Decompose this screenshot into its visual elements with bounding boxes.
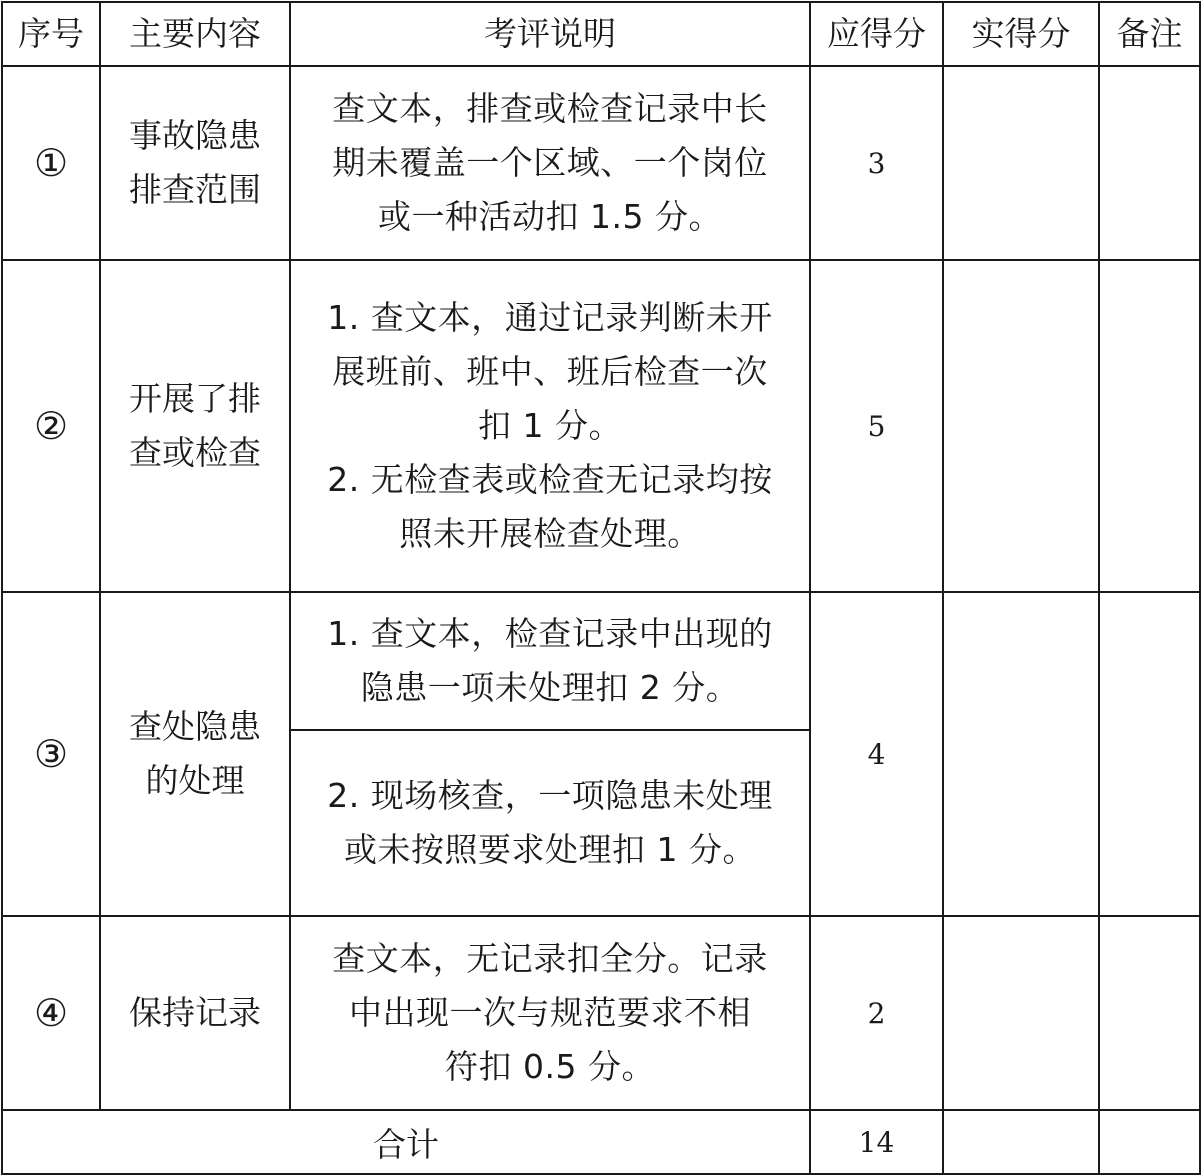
row-description-part-b bbox=[290, 730, 810, 916]
total-row bbox=[2, 1110, 1200, 1174]
row-number: ② bbox=[2, 260, 100, 592]
desc-line: 期未覆盖一个区域、一个岗位 bbox=[332, 143, 768, 182]
total-label: 合计 bbox=[2, 1110, 810, 1174]
header-row bbox=[2, 2, 1200, 66]
header-desc: 考评说明 bbox=[290, 2, 810, 66]
desc-line: 扣 1 分。 bbox=[478, 406, 622, 445]
row-content bbox=[100, 592, 290, 916]
table-row bbox=[2, 592, 1200, 730]
row-content bbox=[100, 66, 290, 260]
actual-score-cell bbox=[943, 260, 1099, 592]
header-no: 序号 bbox=[2, 2, 100, 66]
content-line: 开展了排 bbox=[129, 379, 261, 418]
desc-line: 隐患一项未处理扣 2 分。 bbox=[360, 668, 740, 707]
content-line: 事故隐患 bbox=[129, 116, 261, 155]
content-line: 查或检查 bbox=[129, 433, 261, 472]
row-number: ① bbox=[2, 66, 100, 260]
row-description bbox=[290, 66, 810, 260]
desc-line: 符扣 0.5 分。 bbox=[445, 1047, 655, 1086]
due-score: 2 bbox=[810, 916, 943, 1110]
note-cell bbox=[1099, 66, 1200, 260]
total-actual-score-cell bbox=[943, 1110, 1099, 1174]
desc-line: 中出现一次与规范要求不相 bbox=[349, 993, 751, 1032]
due-score: 3 bbox=[810, 66, 943, 260]
row-number: ③ bbox=[2, 592, 100, 916]
actual-score-cell bbox=[943, 592, 1099, 916]
note-cell bbox=[1099, 260, 1200, 592]
desc-line: 1. 查文本，通过记录判断未开 bbox=[327, 298, 773, 337]
row-number: ④ bbox=[2, 916, 100, 1110]
header-content: 主要内容 bbox=[100, 2, 290, 66]
desc-line: 2. 无检查表或检查无记录均按 bbox=[327, 460, 773, 499]
row-content bbox=[100, 916, 290, 1110]
desc-line: 查文本，无记录扣全分。记录 bbox=[332, 939, 768, 978]
content-line: 查处隐患 bbox=[129, 707, 261, 746]
desc-line: 查文本，排查或检查记录中长 bbox=[332, 89, 768, 128]
total-note-cell bbox=[1099, 1110, 1200, 1174]
total-due-score: 14 bbox=[810, 1110, 943, 1174]
row-content bbox=[100, 260, 290, 592]
row-description bbox=[290, 260, 810, 592]
content-line: 保持记录 bbox=[129, 993, 261, 1032]
desc-line: 或一种活动扣 1.5 分。 bbox=[378, 197, 722, 236]
table-row bbox=[2, 260, 1200, 592]
table-row bbox=[2, 916, 1200, 1110]
desc-line: 1. 查文本，检查记录中出现的 bbox=[327, 614, 773, 653]
note-cell bbox=[1099, 592, 1200, 916]
header-note: 备注 bbox=[1099, 2, 1200, 66]
content-line: 的处理 bbox=[145, 761, 245, 800]
row-description-part-a bbox=[290, 592, 810, 730]
desc-line: 2. 现场核查，一项隐患未处理 bbox=[327, 776, 773, 815]
desc-line: 照未开展检查处理。 bbox=[399, 514, 701, 553]
row-description bbox=[290, 916, 810, 1110]
header-actual-score: 实得分 bbox=[943, 2, 1099, 66]
desc-line: 展班前、班中、班后检查一次 bbox=[332, 352, 768, 391]
score-table bbox=[1, 1, 1201, 1175]
table-row bbox=[2, 66, 1200, 260]
content-line: 排查范围 bbox=[129, 170, 261, 209]
actual-score-cell bbox=[943, 66, 1099, 260]
actual-score-cell bbox=[943, 916, 1099, 1110]
due-score: 5 bbox=[810, 260, 943, 592]
header-due-score: 应得分 bbox=[810, 2, 943, 66]
note-cell bbox=[1099, 916, 1200, 1110]
due-score: 4 bbox=[810, 592, 943, 916]
desc-line: 或未按照要求处理扣 1 分。 bbox=[344, 830, 756, 869]
